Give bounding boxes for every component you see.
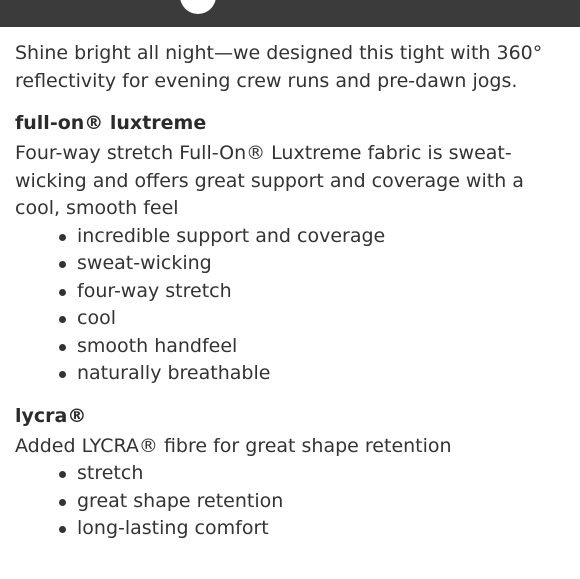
- bullet-icon: [59, 371, 66, 378]
- list-item: [15, 488, 570, 516]
- list-item: [15, 278, 570, 306]
- list-item-text: naturally breathable: [77, 362, 271, 384]
- feature-list: [15, 460, 570, 543]
- product-details: [15, 40, 570, 543]
- bullet-icon: [59, 234, 66, 241]
- section-description: Four-way stretch Full-On® Luxtreme fabric is sweat-wicking and offers great support and coverage with a cool, smooth feel: [15, 142, 524, 219]
- section-full-on-luxtreme: [15, 109, 570, 388]
- section-lycra: [15, 402, 570, 543]
- intro-description: Shine bright all night—we designed this tight with 360° reflectivity for evening crew runs and pre-dawn jogs.: [15, 42, 543, 92]
- section-title: lycra®: [15, 404, 87, 427]
- list-item-text: four-way stretch: [77, 279, 232, 302]
- section-description: Added LYCRA® fibre for great shape retention: [15, 434, 452, 457]
- bullet-icon: [59, 499, 66, 506]
- bullet-icon: [59, 289, 66, 296]
- list-item-text: incredible support and coverage: [77, 224, 386, 247]
- list-item: [15, 305, 570, 333]
- bullet-icon: [59, 526, 66, 533]
- bullet-icon: [59, 261, 66, 268]
- list-item: [15, 250, 570, 278]
- feature-list: [15, 223, 570, 388]
- list-item-text: cool: [77, 307, 116, 329]
- list-item-text: long-lasting comfort: [77, 517, 269, 539]
- list-item: [15, 515, 570, 543]
- bullet-icon: [59, 471, 66, 478]
- list-item: [15, 460, 570, 488]
- top-bar-circle-button[interactable]: [180, 0, 216, 14]
- bullet-icon: [59, 344, 66, 351]
- section-title: full-on® luxtreme: [15, 112, 207, 134]
- list-item-text: stretch: [77, 462, 144, 484]
- list-item: [15, 360, 570, 388]
- top-bar: [0, 0, 580, 27]
- list-item-text: great shape retention: [77, 489, 284, 512]
- list-item: [15, 223, 570, 251]
- bullet-icon: [59, 316, 66, 323]
- list-item: [15, 333, 570, 361]
- list-item-text: smooth handfeel: [77, 334, 238, 357]
- list-item-text: sweat-wicking: [77, 252, 212, 274]
